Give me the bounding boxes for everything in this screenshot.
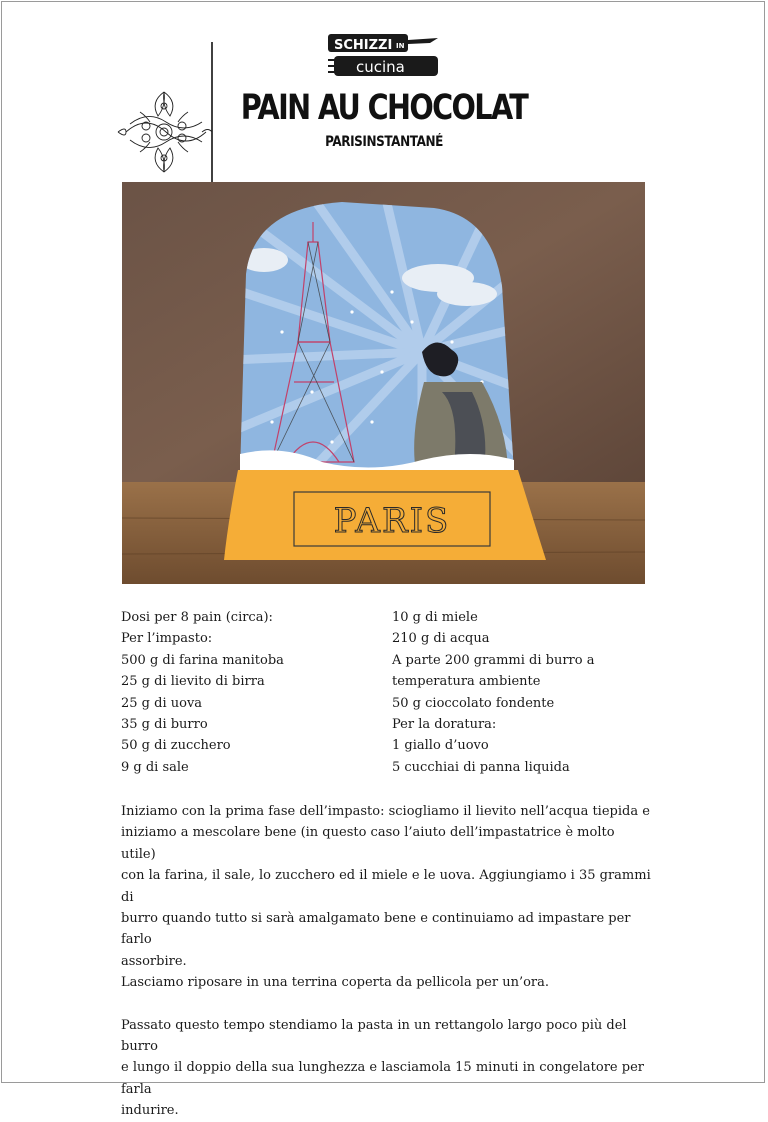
ingredient-line: 35 g di burro (121, 717, 208, 733)
instruction-line: assorbire. (121, 953, 187, 969)
logo-word-schizzi: SCHIZZI (334, 38, 393, 53)
recipe-subtitle: PARISINSTANTANÉ (325, 134, 443, 150)
paris-snowglobe-illustration (122, 182, 645, 584)
ingredient-line: Per l’impasto: (121, 631, 213, 647)
instructions-text (121, 801, 651, 1122)
ingredient-line: Per la doratura: (392, 717, 497, 733)
logo-word-in: IN (396, 42, 405, 50)
ingredient-line: 25 g di uova (121, 695, 203, 711)
brand-logo (326, 30, 442, 78)
ingredient-line: 50 g di zucchero (121, 738, 231, 754)
recipe-title: PAIN AU CHOCOLAT (240, 88, 528, 128)
ingredient-line: A parte 200 grammi di burro a (392, 652, 595, 668)
ingredient-line: 500 g di farina manitoba (121, 652, 284, 668)
instruction-line: burro quando tutto si sarà amalgamato bene e continuiamo ad impastare per farlo (121, 911, 631, 948)
ingredient-line: 5 cucchiai di panna liquida (392, 759, 570, 775)
paragraph-gap (121, 994, 651, 1015)
ingredient-line: 50 g cioccolato fondente (392, 695, 555, 711)
instruction-line: indurire. (121, 1103, 179, 1119)
instruction-line: e lungo il doppio della sua lunghezza e lasciamola 15 minuti in congelatore per farla (121, 1060, 644, 1097)
logo-word-cucina: cucina (356, 58, 405, 76)
instruction-line: Passato questo tempo stendiamo la pasta in un rettangolo largo poco più del burro (121, 1017, 627, 1055)
ingredient-line: Dosi per 8 pain (circa): (121, 610, 273, 625)
base-label: PARIS (333, 501, 451, 541)
ingredient-line: 1 giallo d’uovo (392, 738, 489, 754)
ingredient-line: 9 g di sale (121, 759, 189, 775)
instruction-line: Iniziamo con la prima fase dell’impasto: sciogliamo il lievito nell’acqua tiepida e (121, 804, 650, 819)
instruction-line: iniziamo a mescolare bene (in questo caso l’aiuto dell’impastatrice è molto utile) (121, 825, 615, 862)
instruction-line: Lasciamo riposare in una terrina coperta da pellicola per un’ora. (121, 975, 550, 991)
ingredient-line: 210 g di acqua (392, 631, 490, 647)
ingredients-right-column (392, 607, 594, 778)
ingredient-line: 10 g di miele (392, 610, 478, 625)
ingredients-left-column (121, 607, 284, 778)
instruction-line: con la farina, il sale, lo zucchero ed il miele e le uova. Aggiungiamo i 35 grammi di (121, 868, 651, 905)
ingredient-line: temperatura ambiente (392, 674, 541, 690)
ingredient-line: 25 g di lievito di birra (121, 674, 265, 690)
